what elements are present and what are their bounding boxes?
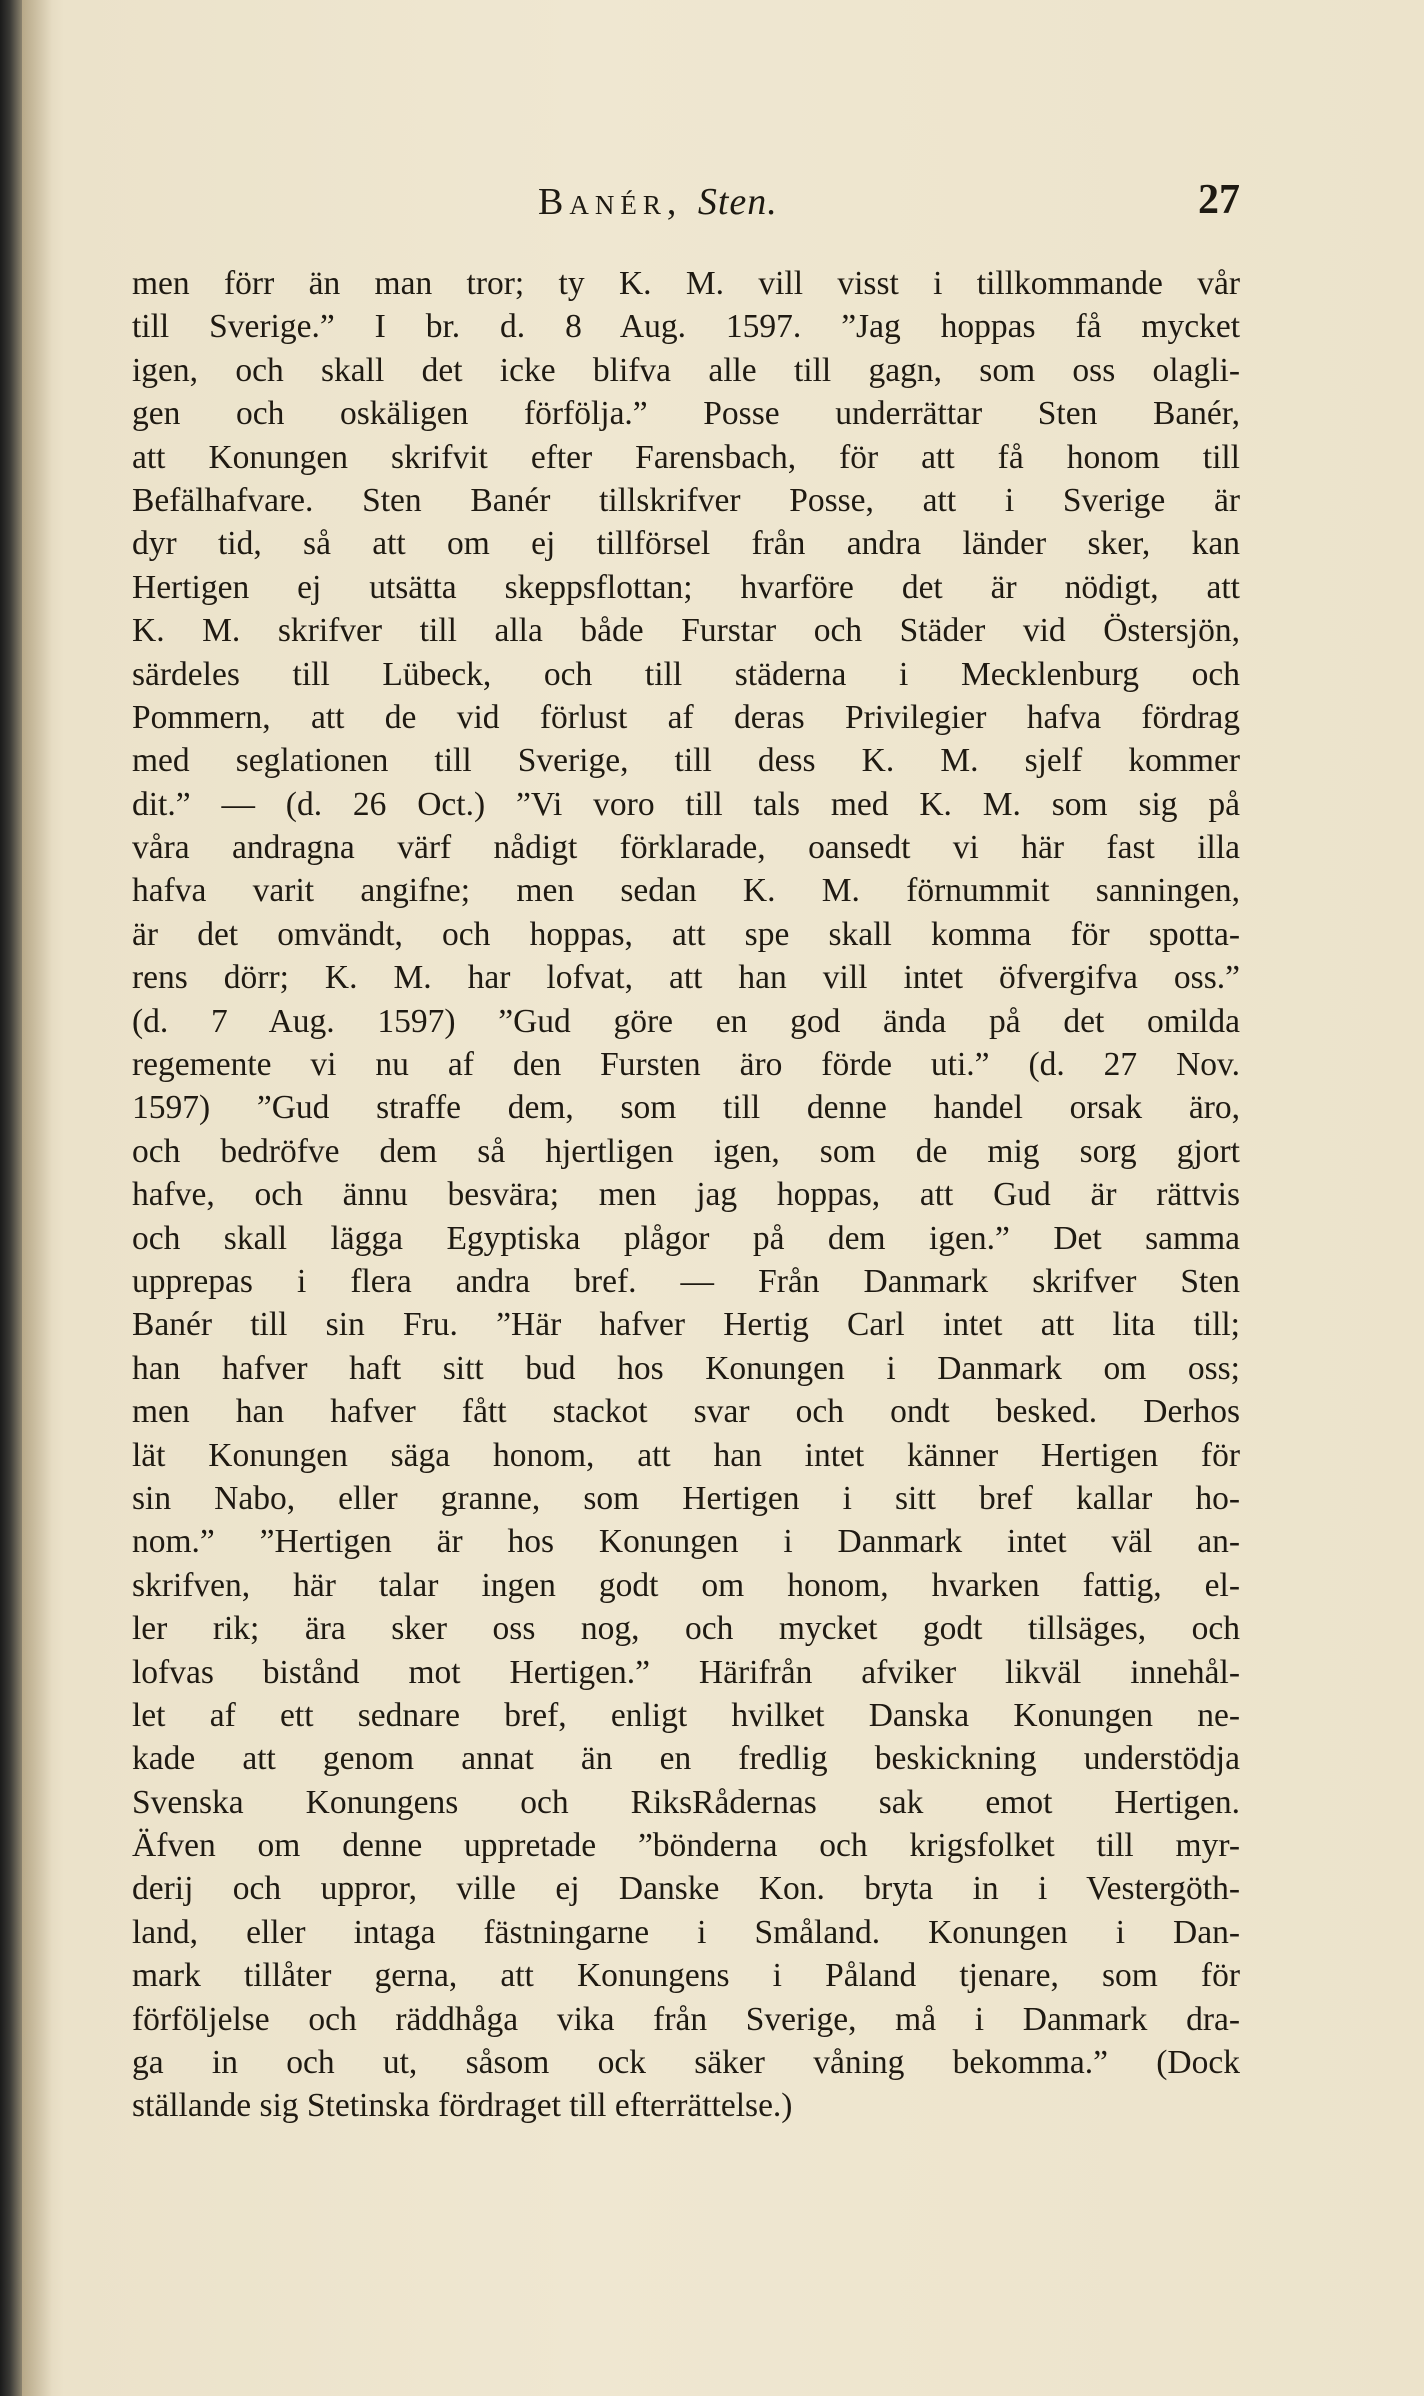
text-line: let af ett sednare bref, enligt hvilket Danska Konungen ne-	[132, 1696, 1240, 1734]
text-line: och bedröfve dem så hjertligen igen, som de mig sorg gjort	[132, 1132, 1240, 1170]
text-line: förföljelse och räddhåga vika från Sverige, må i Danmark dra-	[132, 2000, 1240, 2038]
text-line: men förr än man tror; ty K. M. vill visst i tillkommande vår	[132, 265, 1240, 302]
text-line: våra andragna värf nådigt förklarade, oansedt vi här fast illa	[132, 829, 1240, 867]
text-line: till Sverige.” I br. d. 8 Aug. 1597. ”Jag hoppas få mycket	[132, 308, 1240, 346]
body-text	[132, 262, 1240, 2128]
text-line: mark tillåter gerna, att Konungens i Påland tjenare, som för	[132, 1957, 1240, 1995]
text-line: dyr tid, så att om ej tillförsel från andra länder sker, kan	[132, 525, 1240, 563]
book-spine-edge	[0, 0, 22, 2396]
text-line: är det omvändt, och hoppas, att spe skall komma för spotta-	[132, 915, 1240, 953]
text-line: Hertigen ej utsätta skeppsflottan; hvarföre det är nödigt, att	[132, 568, 1240, 606]
page-number: 27	[1198, 177, 1240, 223]
text-line: ler rik; ära sker oss nog, och mycket godt tillsäges, och	[132, 1610, 1240, 1648]
text-line: regemente vi nu af den Fursten äro förde uti.” (d. 27 Nov.	[132, 1046, 1240, 1084]
running-head-given-name: Sten.	[697, 181, 778, 223]
text-line: skrifven, här talar ingen godt om honom, hvarken fattig, el-	[132, 1566, 1240, 1604]
text-line: gen och oskäligen förfölja.” Posse underrättar Sten Banér,	[132, 395, 1240, 433]
running-head	[538, 180, 778, 224]
text-line: (d. 7 Aug. 1597) ”Gud göre en god ända på det omilda	[132, 1002, 1240, 1040]
text-line: Pommern, att de vid förlust af deras Privilegier hafva fördrag	[132, 698, 1240, 736]
text-line: K. M. skrifver till alla både Furstar och Städer vid Östersjön,	[132, 612, 1240, 650]
text-line: upprepas i flera andra bref. — Från Danmark skrifver Sten	[132, 1262, 1240, 1300]
text-line: Banér till sin Fru. ”Här hafver Hertig Carl intet att lita till;	[132, 1306, 1240, 1344]
text-line: 1597) ”Gud straffe dem, som till denne handel orsak äro,	[132, 1089, 1240, 1127]
text-line: sin Nabo, eller granne, som Hertigen i sitt bref kallar ho-	[132, 1479, 1240, 1517]
text-line: Svenska Konungens och RiksRådernas sak emot Hertigen.	[132, 1783, 1240, 1821]
text-line: Äfven om denne uppretade ”bönderna och krigsfolket till myr-	[132, 1827, 1240, 1865]
text-line: särdeles till Lübeck, och till städerna i Mecklenburg och	[132, 655, 1240, 693]
text-line: ställande sig Stetinska fördraget till efterrättelse.)	[132, 2087, 793, 2125]
text-line: Befälhafvare. Sten Banér tillskrifver Posse, att i Sverige är	[132, 481, 1240, 519]
running-head-name: Banér,	[538, 181, 683, 223]
text-line: land, eller intaga fästningarne i Småland. Konungen i Dan-	[132, 1913, 1240, 1951]
text-line: hafva varit angifne; men sedan K. M. förnummit sanningen,	[132, 872, 1240, 910]
text-line: han hafver haft sitt bud hos Konungen i Danmark om oss;	[132, 1349, 1240, 1387]
text-line: ga in och ut, såsom ock säker våning bekomma.” (Dock	[132, 2044, 1240, 2082]
text-line: att Konungen skrifvit efter Farensbach, för att få honom till	[132, 438, 1240, 476]
text-line: lofvas bistånd mot Hertigen.” Härifrån afviker likväl innehål-	[132, 1653, 1240, 1691]
text-line: kade att genom annat än en fredlig beskickning understödja	[132, 1740, 1240, 1778]
page-gutter-shadow	[22, 0, 52, 2396]
text-line: derij och uppror, ville ej Danske Kon. bryta in i Vestergöth-	[132, 1870, 1240, 1908]
text-line: och skall lägga Egyptiska plågor på dem igen.” Det samma	[132, 1219, 1240, 1257]
text-line: igen, och skall det icke blifva alle till gagn, som oss olagli-	[132, 351, 1240, 389]
text-line: hafve, och ännu besvära; men jag hoppas, att Gud är rättvis	[132, 1176, 1240, 1214]
text-line: lät Konungen säga honom, att han intet känner Hertigen för	[132, 1436, 1240, 1474]
text-line: dit.” — (d. 26 Oct.) ”Vi voro till tals med K. M. som sig på	[132, 785, 1240, 823]
text-line: men han hafver fått stackot svar och ondt besked. Derhos	[132, 1393, 1240, 1431]
text-line: rens dörr; K. M. har lofvat, att han vill intet öfvergifva oss.”	[132, 959, 1240, 997]
text-line: nom.” ”Hertigen är hos Konungen i Danmark intet väl an-	[132, 1523, 1240, 1561]
text-line: med seglationen till Sverige, till dess K. M. sjelf kommer	[132, 742, 1240, 780]
page-header	[0, 172, 1424, 232]
